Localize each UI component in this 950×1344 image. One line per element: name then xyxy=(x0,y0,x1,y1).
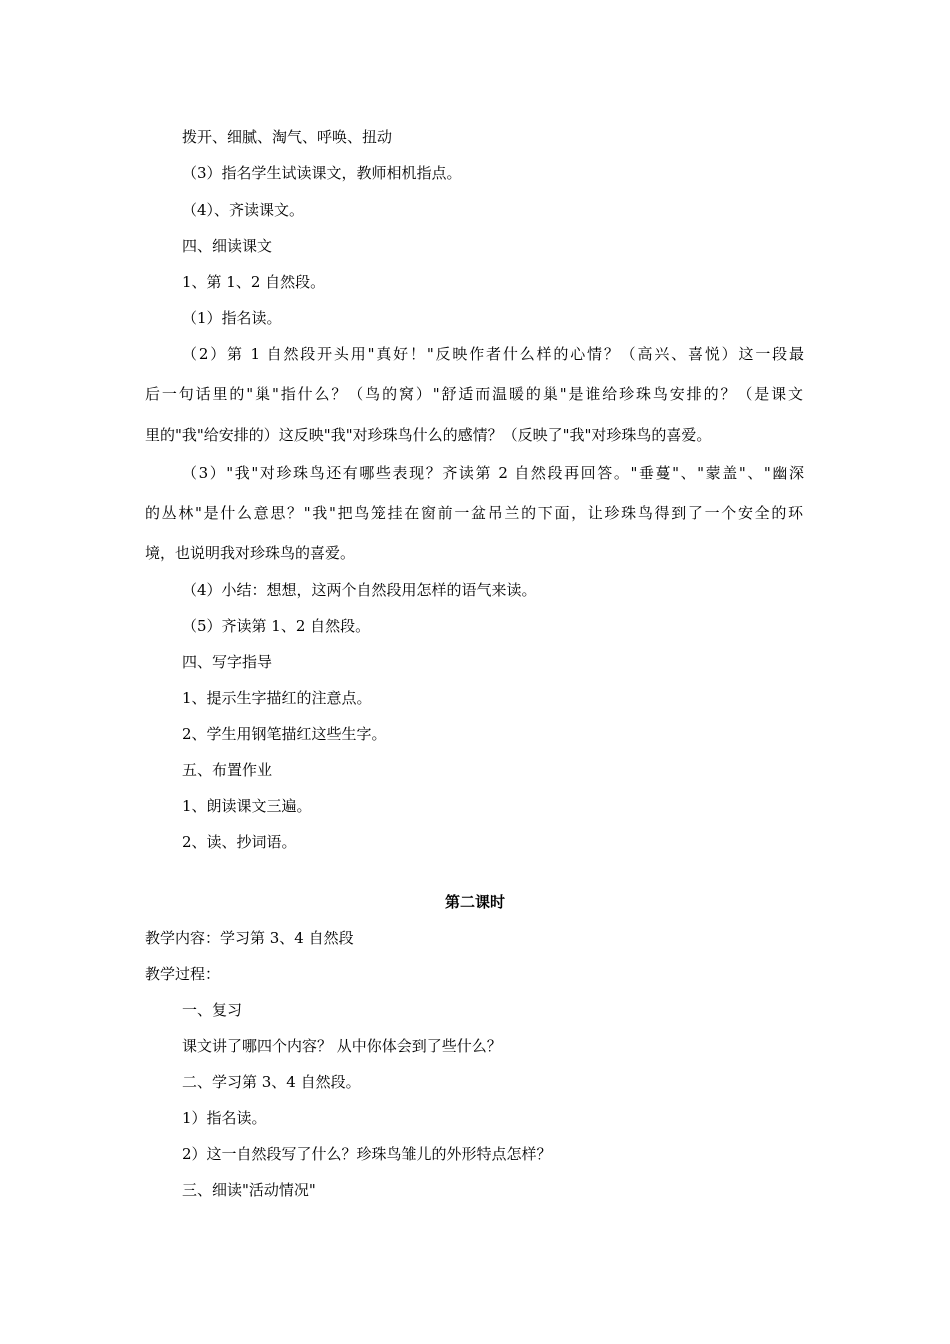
heading-writing-guide: 四、写字指导 xyxy=(182,653,273,671)
step-3-line: （3）指名学生试读课文，教师相机指点。 xyxy=(182,164,462,182)
writing-tip-2: 2、学生用钢笔描红这些生字。 xyxy=(182,725,387,743)
teaching-process-label: 教学过程： xyxy=(145,965,221,983)
paragraph-question-line: 2）这一自然段写了什么？珍珠鸟雏儿的外形特点怎样？ xyxy=(182,1145,552,1163)
heading-detailed-reading: 四、细读课文 xyxy=(182,237,273,255)
paragraph-1-2-line: 1、第 1、2 自然段。 xyxy=(182,273,326,291)
review-question-line: 课文讲了哪四个内容？ 从中你体会到了些什么？ xyxy=(182,1037,502,1055)
heading-homework: 五、布置作业 xyxy=(182,761,273,779)
lesson-two-title: 第二课时 xyxy=(444,893,505,911)
question-2-line-1: （2）第 1 自然段开头用"真好！"反映作者什么样的心情？（高兴、喜悦）这一段最 xyxy=(182,345,804,363)
summary-line: （4）小结：想想，这两个自然段用怎样的语气来读。 xyxy=(182,581,537,599)
question-2-line-2: 后一句话里的"巢"指什么？（鸟的窝）"舒适而温暖的巢"是谁给珍珠鸟安排的？（是课文 xyxy=(145,385,803,403)
homework-1: 1、朗读课文三遍。 xyxy=(182,797,312,815)
heading-activity-details: 三、细读"活动情况" xyxy=(182,1181,316,1199)
question-3-line-3: 境，也说明我对珍珠鸟的喜爱。 xyxy=(145,544,356,562)
read-together-line: （5）齐读第 1、2 自然段。 xyxy=(182,617,371,635)
heading-review: 一、复习 xyxy=(182,1001,243,1019)
question-2-line-3: 里的"我"给安排的）这反映"我"对珍珠鸟什么的感情？（反映了"我"对珍珠鸟的喜爱。 xyxy=(145,426,712,444)
question-3-line-2: 的丛林"是什么意思？"我"把鸟笼挂在窗前一盆吊兰的下面，让珍珠鸟得到了一个安全的环 xyxy=(145,504,803,522)
named-reading-line: （1）指名读。 xyxy=(182,309,282,327)
homework-2: 2、读、抄词语。 xyxy=(182,833,297,851)
writing-tip-1: 1、提示生字描红的注意点。 xyxy=(182,689,372,707)
step-4-line: （4）、齐读课文。 xyxy=(182,201,305,219)
teaching-content-line: 教学内容：学习第 3、4 自然段 xyxy=(145,929,354,947)
vocabulary-line: 拨开、细腻、淘气、呼唤、扭动 xyxy=(182,128,393,146)
heading-study-paragraphs: 二、学习第 3、4 自然段。 xyxy=(182,1073,361,1091)
named-reading-line-2: 1）指名读。 xyxy=(182,1109,267,1127)
question-3-line-1: （3）"我"对珍珠鸟还有哪些表现？齐读第 2 自然段再回答。"垂蔓"、"蒙盖"、"幽深 xyxy=(182,464,804,482)
